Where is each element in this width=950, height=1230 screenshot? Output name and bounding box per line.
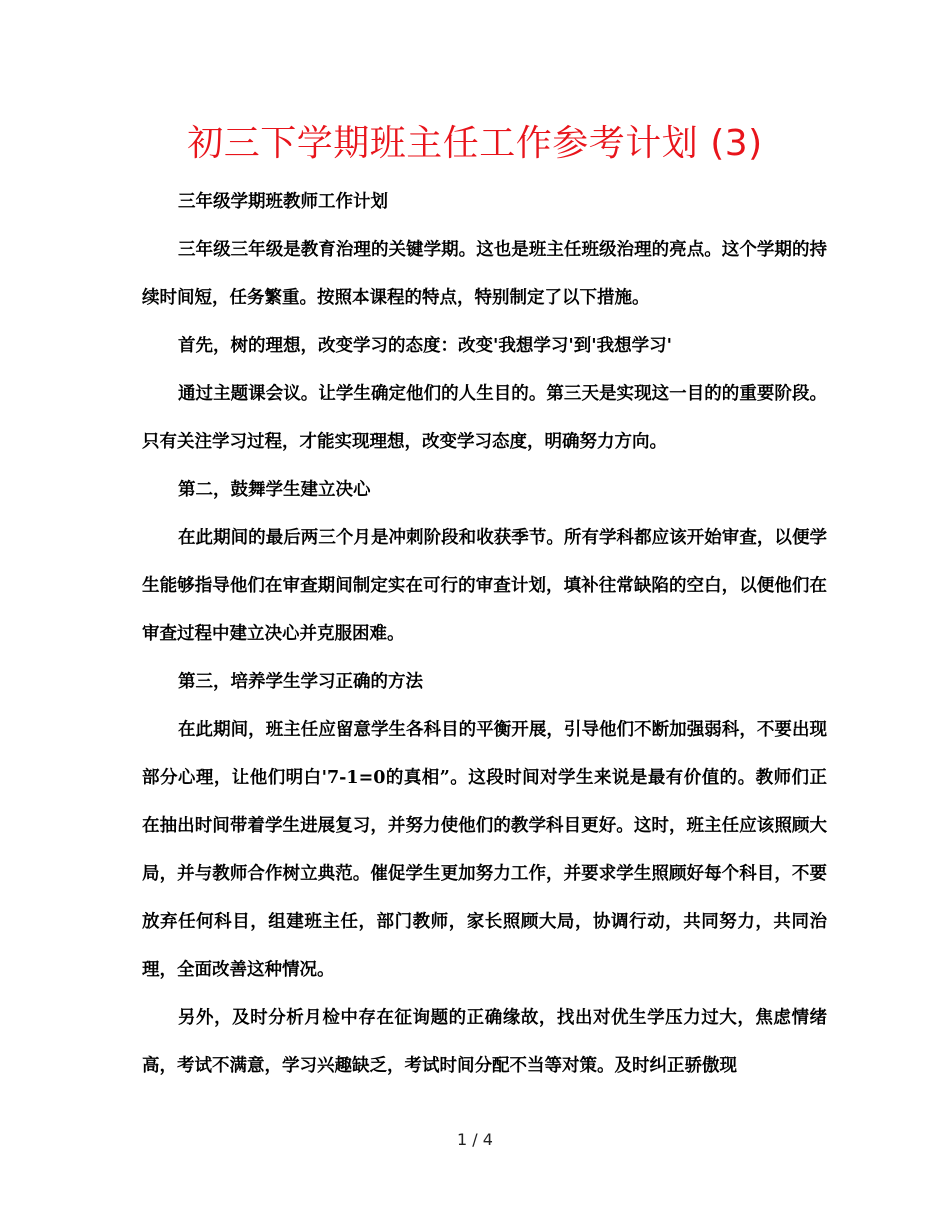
paragraph-intro: 三年级三年级是教育治理的关键学期。这也是班主任班级治理的亮点。这个学期的持续时间短，任务繁重。按照本课程的特点，特别制定了以下措施。 (142, 240, 827, 308)
paragraph-subtitle: 三年级学期班教师工作计划 (178, 192, 388, 212)
paragraph-first-heading: 首先，树的理想，改变学习的态度：改变'我想学习'到'我想学习' (178, 336, 672, 356)
paragraph-third-heading: 第三，培养学生学习正确的方法 (178, 672, 423, 692)
page-number: 1 / 4 (457, 1130, 493, 1149)
document-body (142, 178, 827, 1090)
paragraph-first-body: 通过主题课会议。让学生确定他们的人生目的。第三天是实现这一目的的重要阶段。只有关注学习过程，才能实现理想，改变学习态度，明确努力方向。 (142, 384, 827, 452)
paragraph-second-heading: 第二，鼓舞学生建立决心 (178, 480, 371, 500)
document-title: 初三下学期班主任工作参考计划 (3) (187, 123, 763, 164)
paragraph-additional: 另外，及时分析月检中存在征询题的正确缘故，找出对优生学压力过大，焦虑情绪高，考试不满意，学习兴趣缺乏，考试时间分配不当等对策。及时纠正骄傲现 (142, 1008, 827, 1076)
paragraph-second-body: 在此期间的最后两三个月是冲刺阶段和收获季节。所有学科都应该开始审查，以便学生能够指导他们在审查期间制定实在可行的审查计划，填补往常缺陷的空白，以便他们在审查过程中建立决心并克服困难。 (142, 528, 827, 644)
paragraph-third-body: 在此期间，班主任应留意学生各科目的平衡开展，引导他们不断加强弱科，不要出现部分心理，让他们明白'7-1=0的真相”。这段时间对学生来说是最有价值的。教师们正在抽出时间带着学生进展复习，并努力使他们的教学科目更好。这时，班主任应该照顾大局，并与教师合作树立典范。催促学生更加努力工作，并要求学生照顾好每个科目，不要放弃任何科目，组建班主任，部门教师，家长照顾大局，协调行动，共同努力，共同治理，全面改善这种情况。 (142, 720, 827, 980)
